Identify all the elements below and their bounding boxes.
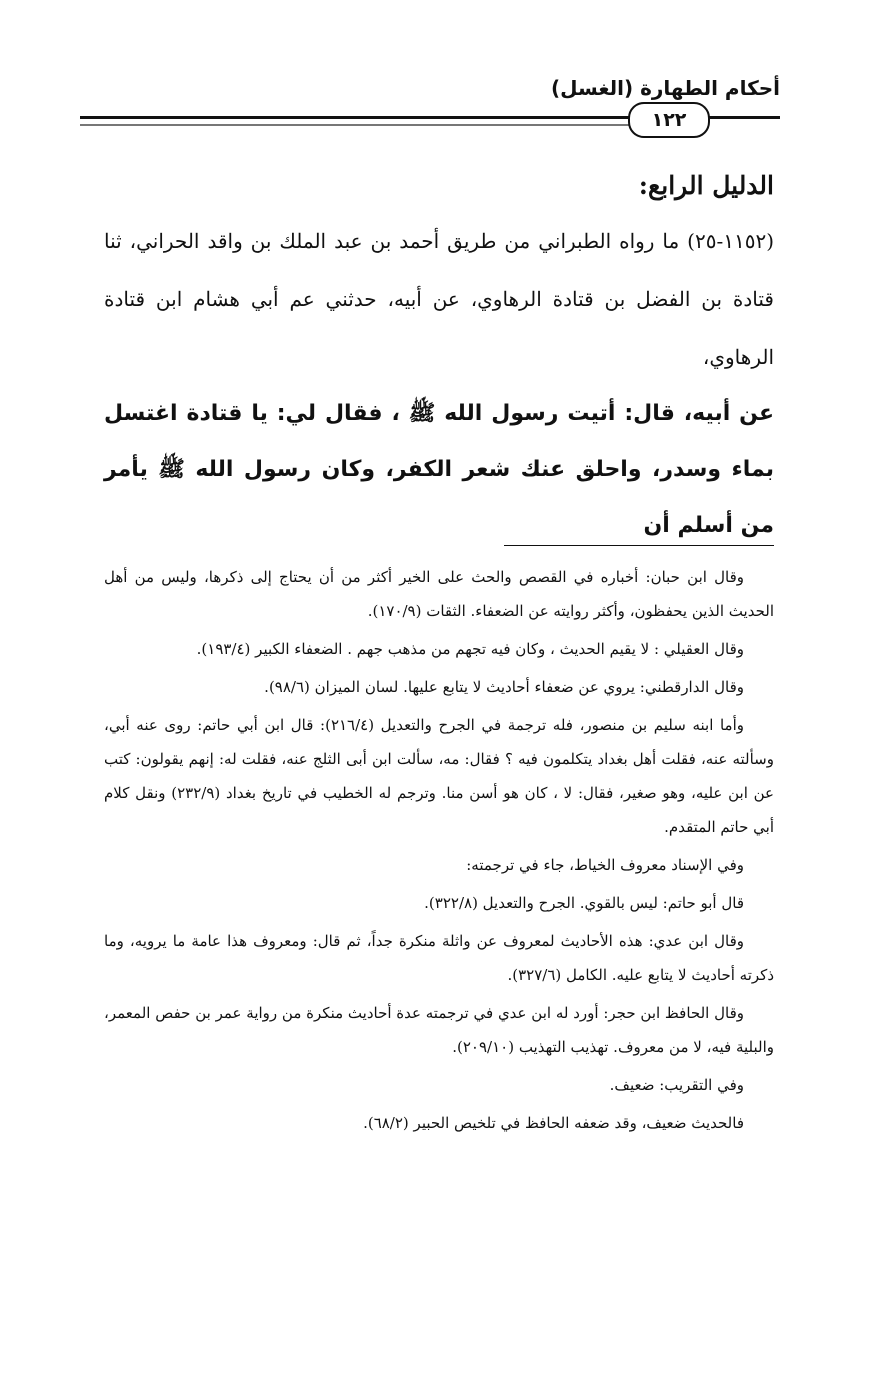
page-number: ١٢٢ bbox=[651, 109, 687, 131]
footnote-paragraph: وقال ابن عدي: هذه الأحاديث لمعروف عن واثلة منكرة جداً، ثم قال: ومعروف هذا عامة ما يرويه، وما ذكرته أحاديث لا يتابع عليه. الكامل (٣٢٧/٦). bbox=[104, 932, 774, 984]
footnote-paragraph: وقال الحافظ ابن حجر: أورد له ابن عدي في ترجمته عدة أحاديث منكرة من رواية عمر بن حفص المعمر، والبلية فيه، لا من معروف. تهذيب التهذيب (٢٠٩/١٠). bbox=[104, 1004, 774, 1056]
page-header bbox=[80, 72, 780, 132]
narration-chain: (١١٥٢-٢٥) ما رواه الطبراني من طريق أحمد بن عبد الملك بن واقد الحراني، ثنا قتادة بن الفضل بن قتادة الرهاوي، عن أبيه، حدثني عم أبي هشام ابن قتادة الرهاوي، bbox=[104, 229, 774, 369]
header-rule-thin bbox=[80, 124, 705, 126]
footnote-paragraph: وقال العقيلي : لا يقيم الحديث ، وكان فيه تجهم من مذهب جهم . الضعفاء الكبير (١٩٣/٤). bbox=[196, 640, 744, 658]
running-title: أحكام الطهارة (الغسل) bbox=[550, 76, 780, 100]
page-number-badge bbox=[628, 102, 710, 138]
main-text-block bbox=[104, 160, 774, 554]
footnote-paragraph: وفي التقريب: ضعيف. bbox=[609, 1076, 744, 1094]
section-heading: الدليل الرابع: bbox=[638, 171, 774, 200]
footnote-paragraph: قال أبو حاتم: ليس بالقوي. الجرح والتعديل (٣٢٢/٨). bbox=[424, 894, 744, 912]
footnote-paragraph: وقال ابن حبان: أخباره في القصص والحث على الخير أكثر من أن يحتاج إلى ذكرها، وليس من أهل الحديث الذين يحفظون، وأكثر روايته عن الضعفاء. الثقات (١٧٠/٩). bbox=[104, 568, 774, 620]
hadith-text: عن أبيه، قال: أتيت رسول الله ﷺ ، فقال لي: يا قتادة اغتسل بماء وسدر، واحلق عنك شعر الكفر، وكان رسول الله ﷺ يأمر من أسلم أن bbox=[104, 401, 774, 538]
footnote-paragraph: وأما ابنه سليم بن منصور، فله ترجمة في الجرح والتعديل (٢١٦/٤): قال ابن أبي حاتم: روى عنه أبي، وسألته عنه، فقلت أهل بغداد يتكلمون فيه ؟ فقال: مه، سألت ابن أبى الثلج عنه، فقلت له: إنهم يقولون: كتب عن ابن عليه، وهو صغير، فقال: لا ، كان هو أسن منا. وترجم له الخطيب في تاريخ بغداد (٢٣٢/٩) ونقل كلام أبي حاتم المتقدم. bbox=[104, 716, 774, 836]
footnote-paragraph: وقال الدارقطني: يروي عن ضعفاء أحاديث لا يتابع عليها. لسان الميزان (٩٨/٦). bbox=[264, 678, 744, 696]
footnote-paragraph: وفي الإسناد معروف الخياط، جاء في ترجمته: bbox=[466, 856, 744, 874]
footnote-paragraph: فالحديث ضعيف، وقد ضعفه الحافظ في تلخيص الحبير (٦٨/٢). bbox=[363, 1114, 744, 1132]
footnote-separator bbox=[504, 545, 774, 546]
footnotes-block bbox=[104, 560, 774, 1144]
